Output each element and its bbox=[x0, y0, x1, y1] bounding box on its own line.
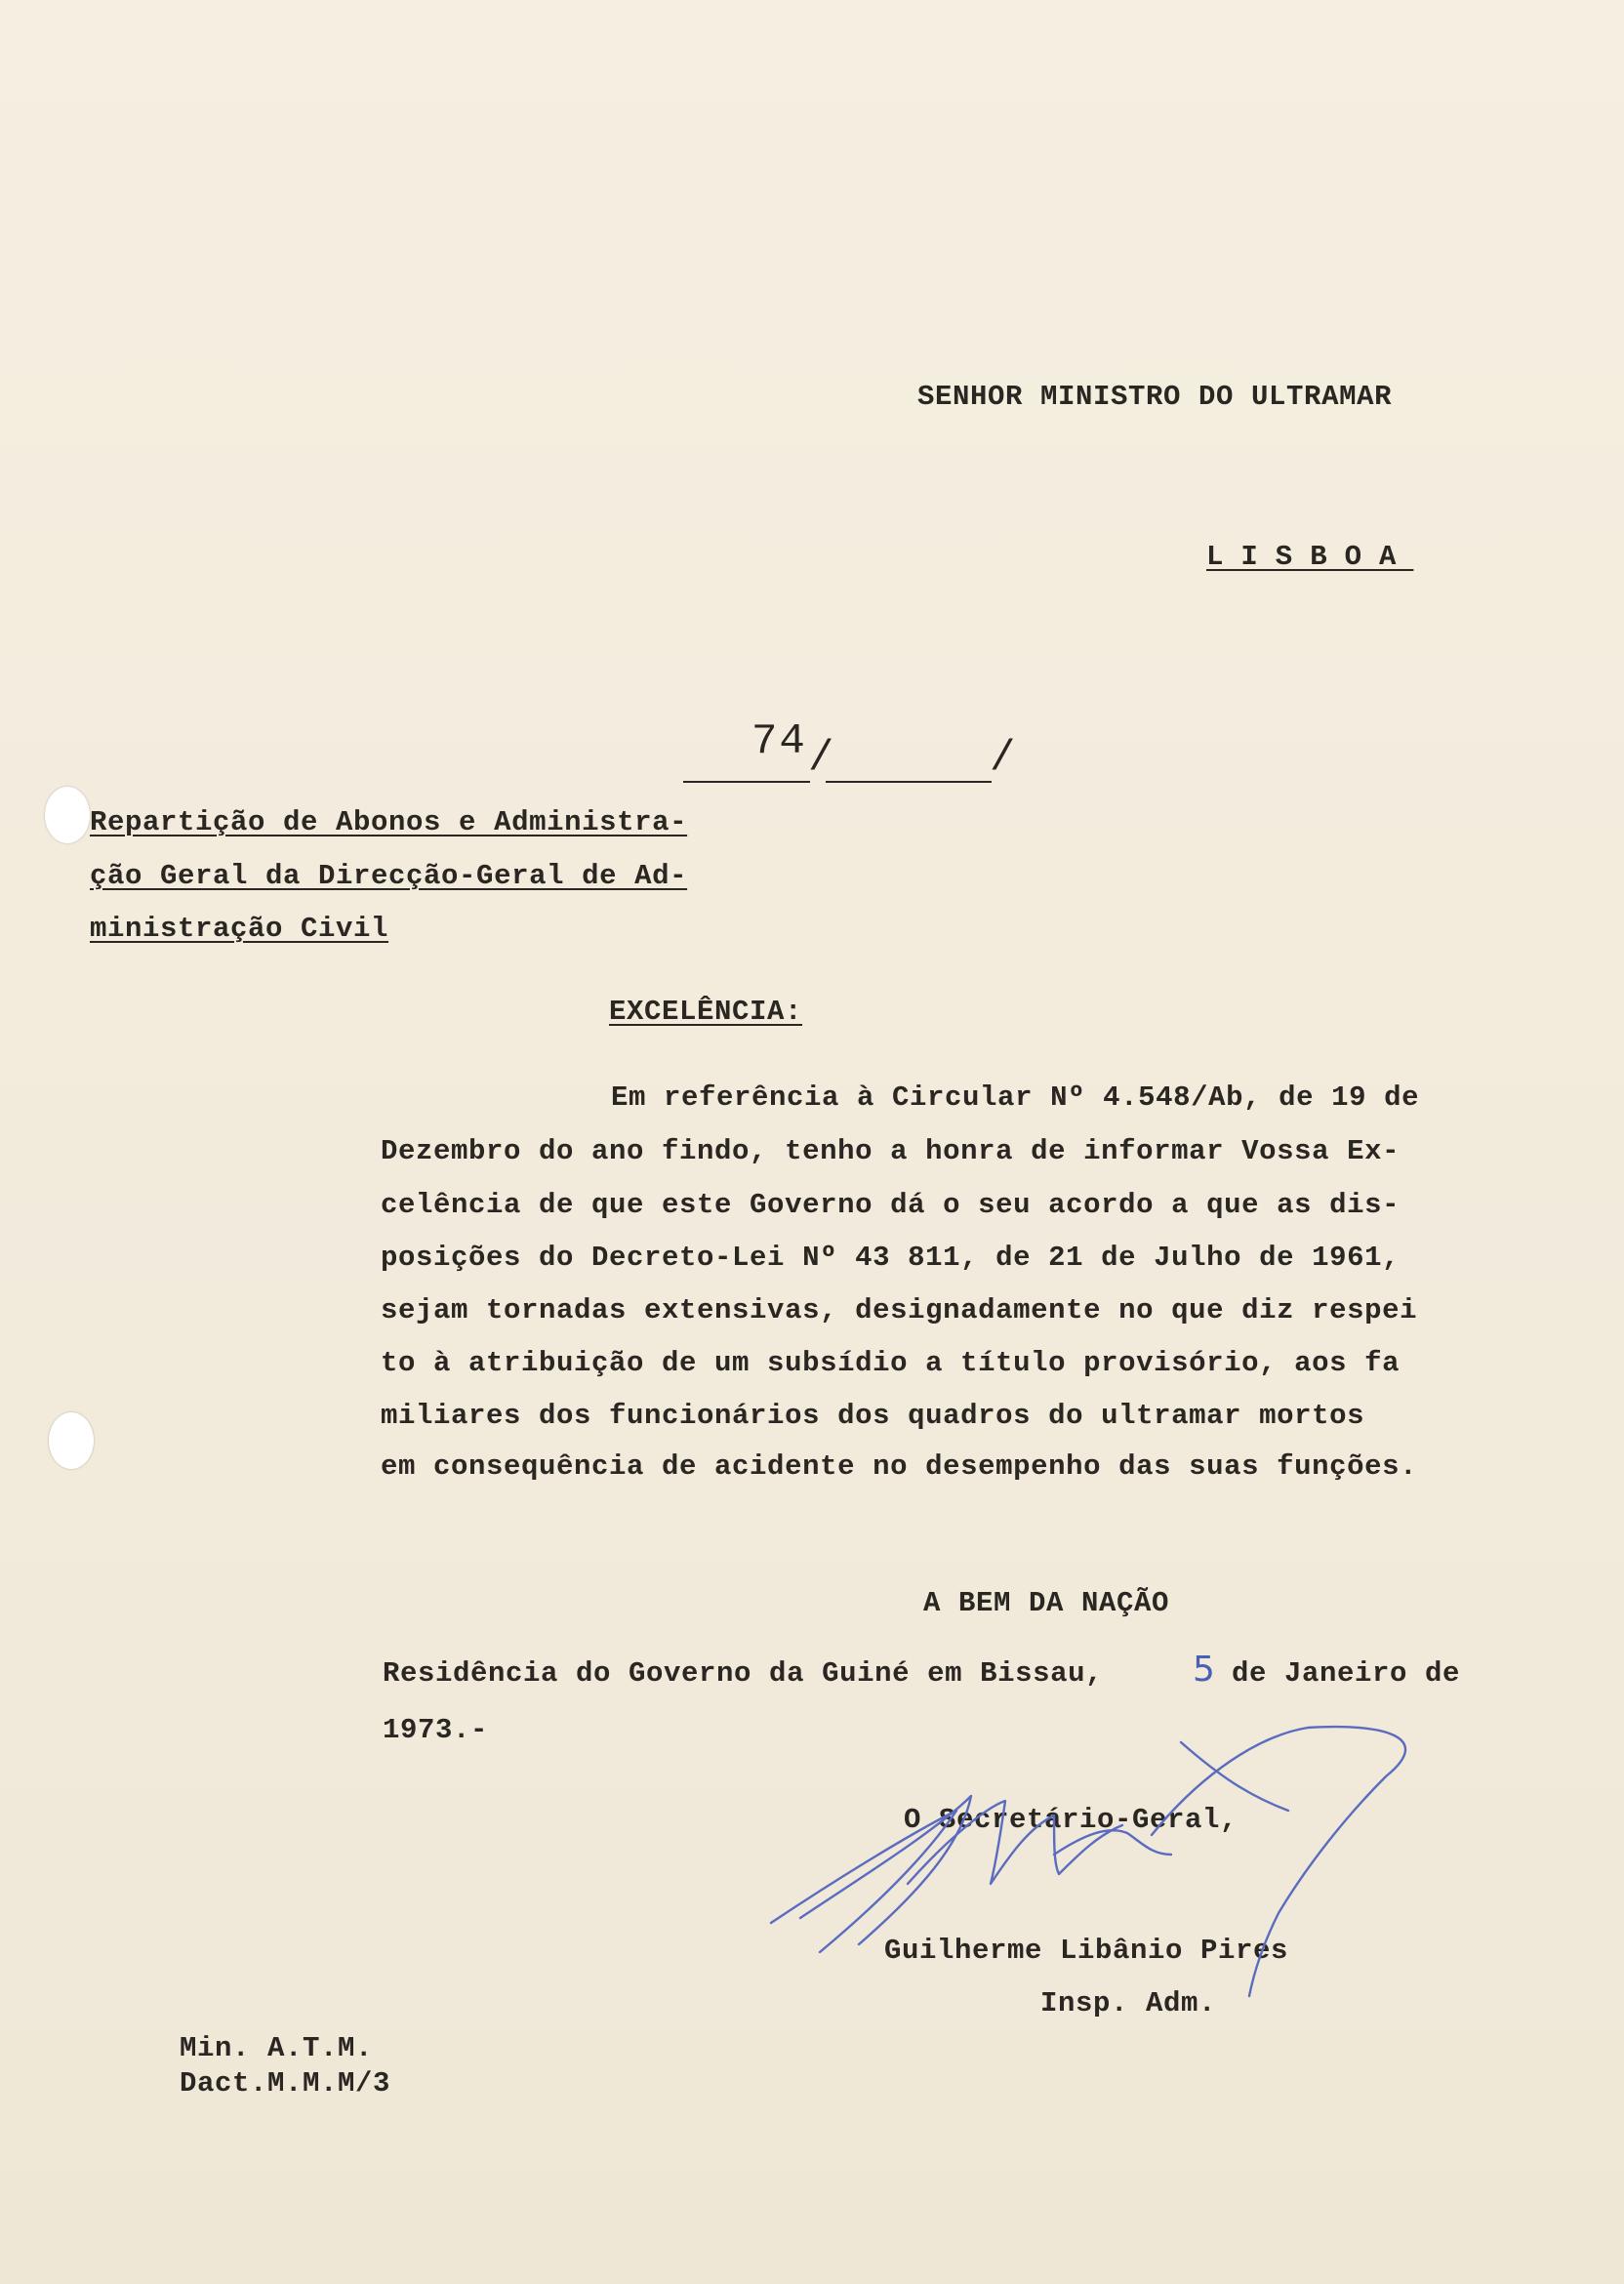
reference-slash-2: / bbox=[990, 734, 1016, 783]
handwritten-signature bbox=[761, 1718, 1444, 2011]
body-line-2: Dezembro do ano findo, tenho a honra de informar Vossa Ex- bbox=[381, 1135, 1401, 1167]
body-line-4: posições do Decreto-Lei Nº 43 811, de 21 de Julho de 1961, bbox=[381, 1242, 1401, 1274]
salutation bbox=[609, 998, 802, 1026]
signatory-title: O Secretário-Geral, bbox=[904, 1804, 1238, 1836]
body-line-1: Em referência à Circular Nº 4.548/Ab, de 19 de bbox=[611, 1081, 1420, 1114]
department-line-3: ministração Civil bbox=[90, 913, 389, 945]
footer-line-2: Dact.M.M.M/3 bbox=[180, 2067, 391, 2100]
body-line-8: em consequência de acidente no desempenho das suas funções. bbox=[381, 1450, 1418, 1483]
addressee-city: LISBOA bbox=[1206, 541, 1414, 573]
salutation-text: EXCELÊNCIA: bbox=[609, 996, 803, 1028]
department-line-1: Repartição de Abonos e Administra- bbox=[90, 806, 688, 838]
department-line-2: ção Geral da Direcção-Geral de Ad- bbox=[90, 860, 688, 892]
place-date-suffix: de Janeiro de bbox=[1232, 1657, 1461, 1690]
body-line-5: sejam tornadas extensivas, designadamente no que diz respei bbox=[381, 1294, 1418, 1326]
closing-formula: A BEM DA NAÇÃO bbox=[923, 1587, 1170, 1619]
place-date-prefix: Residência do Governo da Guiné em Bissau, bbox=[383, 1657, 1104, 1690]
reference-number: 74 bbox=[751, 717, 807, 766]
reference-underline-1 bbox=[683, 781, 810, 783]
punch-hole-bottom bbox=[49, 1412, 94, 1469]
body-line-6: to à atribuição de um subsídio a título provisório, aos fa bbox=[381, 1347, 1401, 1379]
signatory-role: Insp. Adm. bbox=[1040, 1987, 1217, 2019]
reference-underline-2 bbox=[826, 781, 992, 783]
punch-hole-top bbox=[45, 787, 90, 843]
handwritten-day: 5 bbox=[1193, 1650, 1215, 1690]
reference-slash-1: / bbox=[808, 734, 834, 783]
body-line-7: miliares dos funcionários dos quadros do ultramar mortos bbox=[381, 1400, 1365, 1432]
signatory-name: Guilherme Libânio Pires bbox=[884, 1935, 1289, 1967]
footer-line-1: Min. A.T.M. bbox=[180, 2032, 374, 2064]
body-line-3: celência de que este Governo dá o seu acordo a que as dis- bbox=[381, 1189, 1401, 1221]
place-date-year: 1973.- bbox=[383, 1714, 489, 1746]
addressee-line: SENHOR MINISTRO DO ULTRAMAR bbox=[917, 381, 1393, 413]
